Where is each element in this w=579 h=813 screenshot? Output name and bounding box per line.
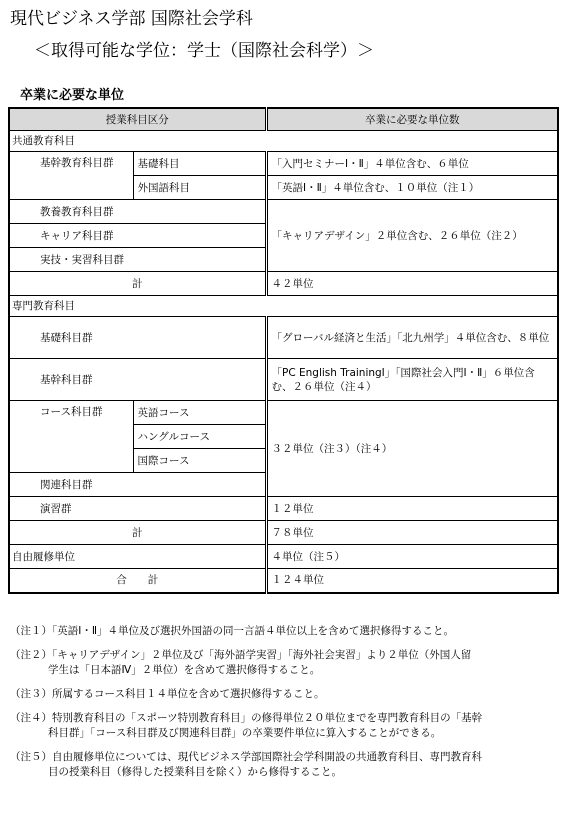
table-row: [9, 317, 558, 359]
section-common: 共通教育科目: [9, 131, 558, 152]
section-title: 卒業に必要な単位: [20, 88, 125, 103]
career-units: 「キャリアデザイン」２単位含む、２６単位（注２）: [266, 200, 558, 272]
kikan-group: 基幹教育科目群: [9, 152, 133, 200]
free-units: ４単位（注５）: [266, 545, 558, 569]
note-text: 所属するコース科目１４単位を含めて選択修得すること。: [52, 688, 325, 700]
kikan-foreign: 外国語科目: [133, 176, 266, 200]
career-group: キャリア科目群: [9, 224, 266, 248]
spec-total-units: ７８単位: [266, 521, 558, 545]
note-tag: （注５）: [10, 751, 52, 763]
table-row: [9, 131, 558, 152]
course-hangul: ハングルコース: [133, 425, 266, 449]
common-total-units: ４２単位: [266, 272, 558, 296]
course-english: 英語コース: [133, 401, 266, 425]
course-units: ３２単位（注３）（注４）: [266, 401, 558, 497]
department-title: 現代ビジネス学部 国際社会学科: [10, 9, 253, 29]
note-continuation: 学生は「日本語Ⅳ」２単位）を含めて選択修得すること。: [48, 664, 321, 676]
spec-core-units: 「PC English TrainingⅠ」「国際社会入門Ⅰ・Ⅱ」６単位含む、２６単位（注４）: [266, 359, 558, 401]
spec-core: 基幹科目群: [9, 359, 266, 401]
note-1: [10, 624, 570, 639]
note-tag: （注２）: [10, 649, 52, 661]
note-tag: （注４）: [10, 712, 52, 724]
course-group: コース科目群: [9, 401, 133, 473]
table-row: [9, 200, 558, 224]
notes: [10, 624, 570, 789]
table-row: [9, 296, 558, 317]
grand-total-label: 合 計: [9, 569, 266, 593]
kikan-basic: 基礎科目: [133, 152, 266, 176]
note-5: [10, 750, 570, 780]
header-units: 卒業に必要な単位数: [266, 108, 558, 131]
table-row: [9, 359, 558, 401]
table-row: [9, 521, 558, 545]
jitsugi-group: 実技・実習科目群: [9, 248, 266, 272]
note-3: [10, 687, 570, 702]
note-4: [10, 711, 570, 741]
table-row: [9, 569, 558, 593]
kyoyo-group: 教養教育科目群: [9, 200, 266, 224]
common-total-label: 計: [9, 272, 266, 296]
grand-total-units: １２４単位: [266, 569, 558, 593]
table-row: [9, 272, 558, 296]
note-2: [10, 648, 570, 678]
section-specialized: 専門教育科目: [9, 296, 558, 317]
related-group: 関連科目群: [9, 473, 266, 497]
spec-basic: 基礎科目群: [9, 317, 266, 359]
kikan-foreign-units: 「英語Ⅰ・Ⅱ」４単位含む、１０単位（注１）: [266, 176, 558, 200]
note-tag: （注３）: [10, 688, 52, 700]
degree-title: ＜取得可能な学位：学士（国際社会科学）＞: [34, 41, 374, 61]
course-international: 国際コース: [133, 449, 266, 473]
note-continuation: 目の授業科目（修得した授業科目を除く）から修得すること。: [48, 766, 342, 778]
spec-total-label: 計: [9, 521, 266, 545]
seminar-units: １２単位: [266, 497, 558, 521]
note-text: 特別教育科目の「スポーツ特別教育科目」の修得単位２０単位までを専門教育科目の「基幹: [52, 712, 483, 724]
table-row: [9, 152, 558, 176]
requirements-table: [8, 107, 559, 594]
note-continuation: 科目群」「コース科目群及び関連科目群」の卒業要件単位に算入することができる。: [48, 727, 442, 739]
note-text: 「英語Ⅰ・Ⅱ」４単位及び選択外国語の同一言語４単位以上を含めて選択修得すること。: [52, 625, 455, 637]
header-category: 授業科目区分: [9, 108, 266, 131]
table-row: [9, 497, 558, 521]
table-row: [9, 545, 558, 569]
kikan-basic-units: 「入門セミナーⅠ・Ⅱ」４単位含む、６単位: [266, 152, 558, 176]
free-label: 自由履修単位: [9, 545, 266, 569]
spec-basic-units: 「グローバル経済と生活」「北九州学」４単位含む、８単位: [266, 317, 558, 359]
note-tag: （注１）: [10, 625, 52, 637]
note-text: 自由履修単位については、現代ビジネス学部国際社会学科開設の共通教育科目、専門教育科: [52, 751, 482, 763]
table-header-row: [9, 108, 558, 131]
note-text: 「キャリアデザイン」２単位及び「海外語学実習」「海外社会実習」より２単位（外国人留: [52, 649, 472, 661]
seminar-group: 演習群: [9, 497, 266, 521]
table-row: [9, 401, 558, 425]
